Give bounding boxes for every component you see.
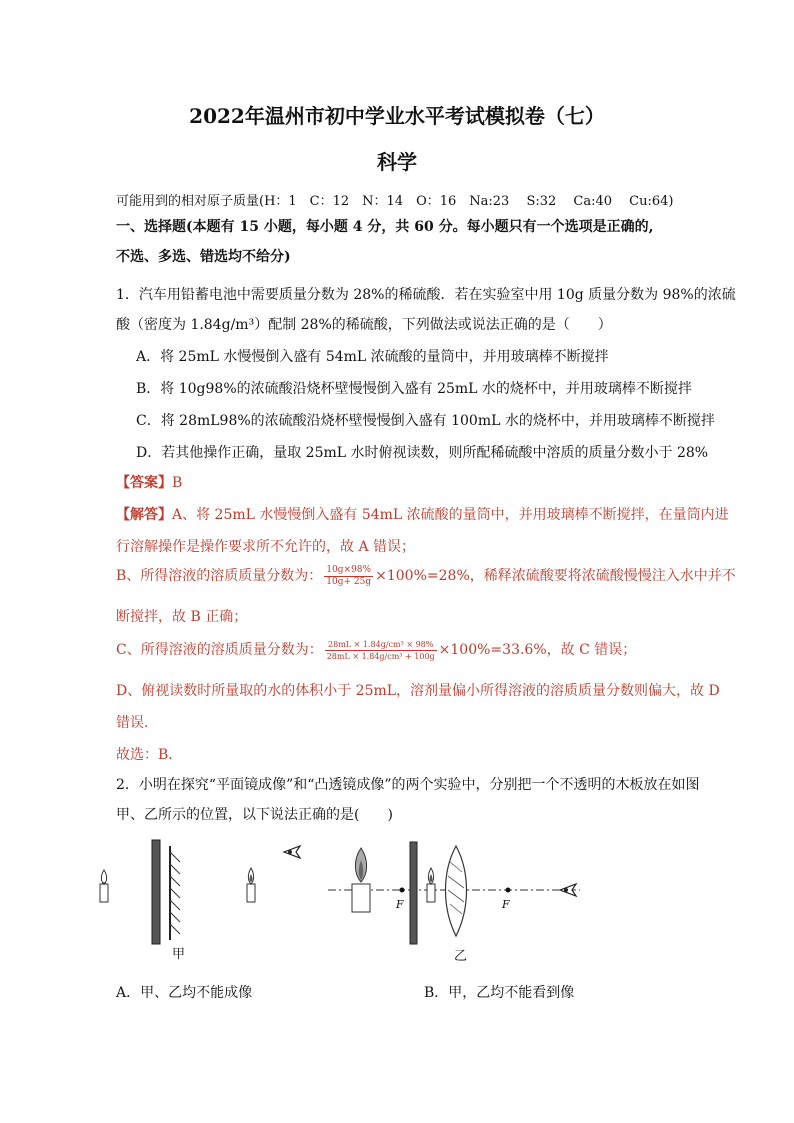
section-heading-line2: 不选、多选、错选均不给分) bbox=[116, 249, 291, 265]
opaque-board-yi bbox=[410, 842, 417, 944]
q1-explain-c-line bbox=[116, 636, 636, 664]
q1-option-b: B．将 10g98%的浓硫酸沿烧杯壁慢慢倒入盛有 25mL 水的烧杯中，并用玻璃棒不断搅拌 bbox=[136, 381, 692, 397]
q1-stem-line2: 酸（密度为 1.84g/m³）配制 28%的稀硫酸，下列做法或说法正确的是（ ） bbox=[116, 317, 612, 333]
focus-label-right: F bbox=[502, 898, 510, 911]
section-heading-line1: 一、选择题(本题有 15 小题，每小题 4 分，共 60 分。每小题只有一个选项是正确的, bbox=[116, 219, 654, 235]
focus-label-left: F bbox=[396, 898, 404, 911]
plane-mirror bbox=[170, 846, 180, 940]
subject-title: 科学 bbox=[377, 150, 417, 174]
answer-value: B bbox=[172, 475, 183, 491]
q2-option-a: A．甲、乙均不能成像 bbox=[116, 985, 253, 1001]
q1-explain-b-line2: 断搅拌，故 B 正确； bbox=[116, 609, 248, 625]
q1-explain-a-line1 bbox=[116, 504, 729, 524]
q2-figure bbox=[90, 832, 610, 972]
explain-c-denominator: 28mL × 1.84g/cm³ + 100g bbox=[326, 651, 435, 661]
explain-c-numerator: 28mL × 1.84g/cm³ × 98% bbox=[325, 639, 437, 651]
q1-answer bbox=[116, 472, 182, 492]
q1-explain-d-line1: D、俯视读数时所量取的水的体积小于 25mL，溶剂量偏小所得溶液的溶质质量分数则偏大，故 D bbox=[116, 683, 720, 699]
focus-point-right bbox=[506, 888, 511, 893]
q2-stem-line1: 2．小明在探究“平面镜成像”和“凸透镜成像”的两个实验中，分别把一个不透明的木板放在如图 bbox=[116, 777, 700, 793]
explain-b-denominator: 10g+ 25g bbox=[326, 576, 372, 587]
page-title: 2022年温州市初中学业水平考试模拟卷（七） bbox=[189, 104, 605, 128]
candle-icon bbox=[352, 848, 370, 912]
q1-option-a: A．将 25mL 水慢慢倒入盛有 54mL 浓硫酸的量筒中，并用玻璃棒不断搅拌 bbox=[136, 349, 609, 365]
q1-explain-b-line1 bbox=[116, 562, 736, 590]
q1-explain-d-line2: 错误． bbox=[116, 715, 158, 731]
figure-label-jia: 甲 bbox=[172, 947, 186, 962]
explain-c-suffix: ×100%=33.6%，故 C 错误； bbox=[438, 642, 637, 658]
q1-option-c: C．将 28mL98%的浓硫酸沿烧杯壁慢慢倒入盛有 100mL 水的烧杯中，并用玻璃棒不断搅拌 bbox=[136, 413, 715, 429]
candle-icon bbox=[247, 868, 255, 902]
explain-b-prefix: B、所得溶液的溶质质量分数为： bbox=[116, 568, 323, 584]
q1-explain-a-line2: 行溶解操作是操作要求所不允许的，故 A 错误； bbox=[116, 539, 416, 555]
explain-a-text: A、将 25mL 水慢慢倒入盛有 54mL 浓硫酸的量筒中，并用玻璃棒不断搅拌，在量筒内进 bbox=[172, 507, 729, 523]
q2-option-b: B．甲，乙均不能看到像 bbox=[424, 985, 575, 1001]
q1-stem-line1: 1．汽车用铅蓄电池中需要质量分数为 28%的稀硫酸．若在实验室中用 10g 质量分数为 98%的浓硫 bbox=[116, 287, 736, 303]
q2-stem-line2: 甲、乙所示的位置，以下说法正确的是( ) bbox=[116, 807, 393, 823]
figure-label-yi: 乙 bbox=[454, 949, 468, 964]
figure-yi bbox=[328, 842, 580, 964]
candle-icon bbox=[100, 870, 108, 902]
candle-icon bbox=[427, 868, 435, 902]
explain-c-fraction bbox=[325, 639, 437, 662]
explain-label: 【解答】 bbox=[116, 507, 172, 523]
convex-lens bbox=[446, 846, 467, 936]
q1-option-d: D．若其他操作正确，量取 25mL 水时俯视读数，则所配稀硫酸中溶质的质量分数小于 28% bbox=[136, 445, 709, 461]
explain-b-suffix: ×100%=28%，稀释浓硫酸要将浓硫酸慢慢注入水中并不 bbox=[375, 568, 736, 584]
answer-label: 【答案】 bbox=[116, 475, 172, 491]
eye-icon bbox=[284, 846, 300, 858]
figure-jia bbox=[100, 840, 300, 962]
explain-b-numerator: 10g×98% bbox=[324, 565, 373, 577]
explain-c-prefix: C、所得溶液的溶质质量分数为： bbox=[116, 642, 323, 658]
opaque-board-jia bbox=[152, 840, 160, 944]
atomic-masses: 可能用到的相对原子质量(H：1 C：12 N：14 O：16 Na:23 S:32 Ca:40 Cu:64) bbox=[116, 194, 674, 209]
explain-b-fraction bbox=[324, 565, 373, 588]
focus-point-left bbox=[400, 888, 405, 893]
q1-conclusion: 故选：B． bbox=[116, 747, 183, 763]
